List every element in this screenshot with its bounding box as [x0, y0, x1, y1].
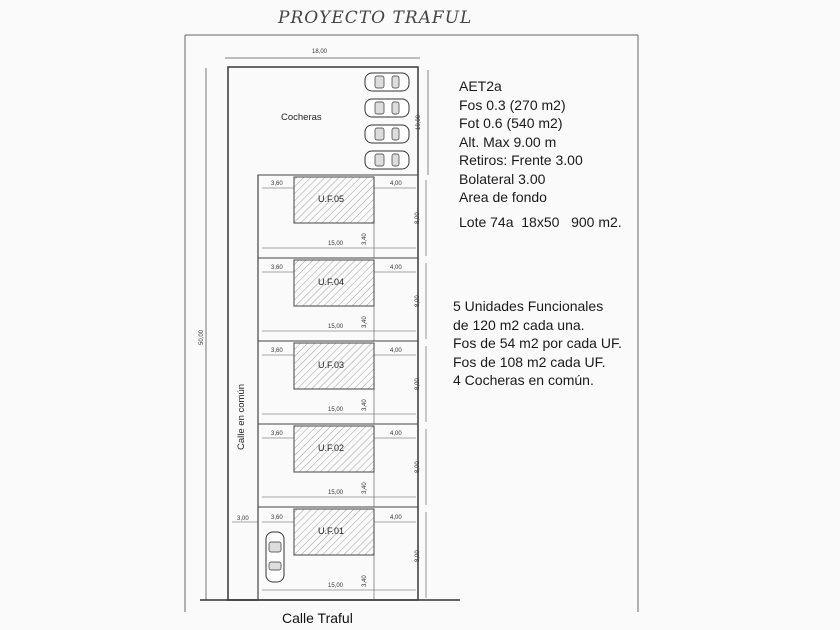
unit-label: U.F.01 [318, 526, 345, 536]
street-name: Calle Traful [282, 610, 353, 626]
unit-left-dim: 3,60 [271, 515, 283, 521]
width-dimension: 18,00 [312, 49, 328, 55]
unit-right-dim: 4,00 [390, 265, 402, 271]
zoning-line: Fot 0.6 (540 m2) [459, 115, 563, 131]
unit-depth-dim: 8,00 [415, 378, 421, 390]
unit-label: U.F.03 [318, 360, 345, 370]
summary-line: Fos de 108 m2 cada UF. [453, 353, 606, 370]
zoning-info [459, 77, 583, 207]
lot-info: Lote 74a 18x50 900 m2. [459, 214, 622, 230]
unit-bottom-dim: 15,00 [328, 407, 344, 413]
depth-dimension: 50,00 [199, 329, 205, 345]
zoning-line: Alt. Max 9.00 m [459, 133, 557, 150]
unit-right-dim: 4,00 [390, 181, 402, 187]
car-icon [266, 532, 284, 582]
unit-bottom-dim: 15,00 [328, 324, 344, 330]
garage-label: Cocheras [281, 112, 322, 123]
units-summary [453, 297, 622, 390]
unit-gap-dim: 3,40 [362, 575, 368, 587]
unit-bottom-dim: 15,00 [328, 490, 344, 496]
unit-depth-dim: 8,00 [415, 461, 421, 473]
summary-line: 4 Cocheras en común. [453, 372, 594, 388]
car-icon [365, 125, 409, 143]
car-icon [365, 73, 409, 91]
unit-right-dim: 4,00 [390, 515, 402, 521]
unit-depth-dim: 8,00 [415, 212, 421, 224]
unit-left-dim: 3,60 [271, 431, 283, 437]
car-icon [365, 99, 409, 117]
zoning-line: Retiros: Frente 3.00 [459, 152, 583, 168]
unit-right-dim: 4,00 [390, 348, 402, 354]
unit-gap-dim: 3,40 [362, 399, 368, 411]
street-offset-dimension: 3,00 [237, 516, 249, 522]
summary-line: Fos de 54 m2 por cada UF. [453, 335, 622, 351]
unit-gap-dim: 3,40 [362, 233, 368, 245]
unit-left-dim: 3,60 [271, 265, 283, 271]
unit-label: U.F.02 [318, 443, 345, 453]
unit-depth-dim: 8,00 [415, 295, 421, 307]
unit-gap-dim: 3,40 [362, 482, 368, 494]
unit-label: U.F.05 [318, 194, 345, 204]
summary-line: de 120 m2 cada una. [453, 316, 585, 333]
unit-right-dim: 4,00 [390, 431, 402, 437]
summary-line: 5 Unidades Funcionales [453, 298, 604, 314]
zoning-line: Fos 0.3 (270 m2) [459, 96, 566, 113]
zoning-line: Area de fondo [459, 189, 547, 205]
unit-bottom-dim: 15,00 [328, 583, 344, 589]
unit-label: U.F.04 [318, 277, 345, 287]
project-title: PROYECTO TRAFUL [278, 8, 473, 28]
garage-depth-dimension-label: 10,00 [416, 114, 422, 130]
unit-left-dim: 3,60 [271, 181, 283, 187]
car-icon [365, 151, 409, 169]
unit-gap-dim: 3,40 [362, 316, 368, 328]
zoning-line: Bolateral 3.00 [459, 170, 546, 187]
zoning-line: AET2a [459, 78, 502, 94]
unit-depth-dim: 8,00 [415, 550, 421, 562]
unit-bottom-dim: 15,00 [328, 241, 344, 247]
unit-left-dim: 3,60 [271, 348, 283, 354]
common-street-label: Calle en común [236, 383, 247, 450]
